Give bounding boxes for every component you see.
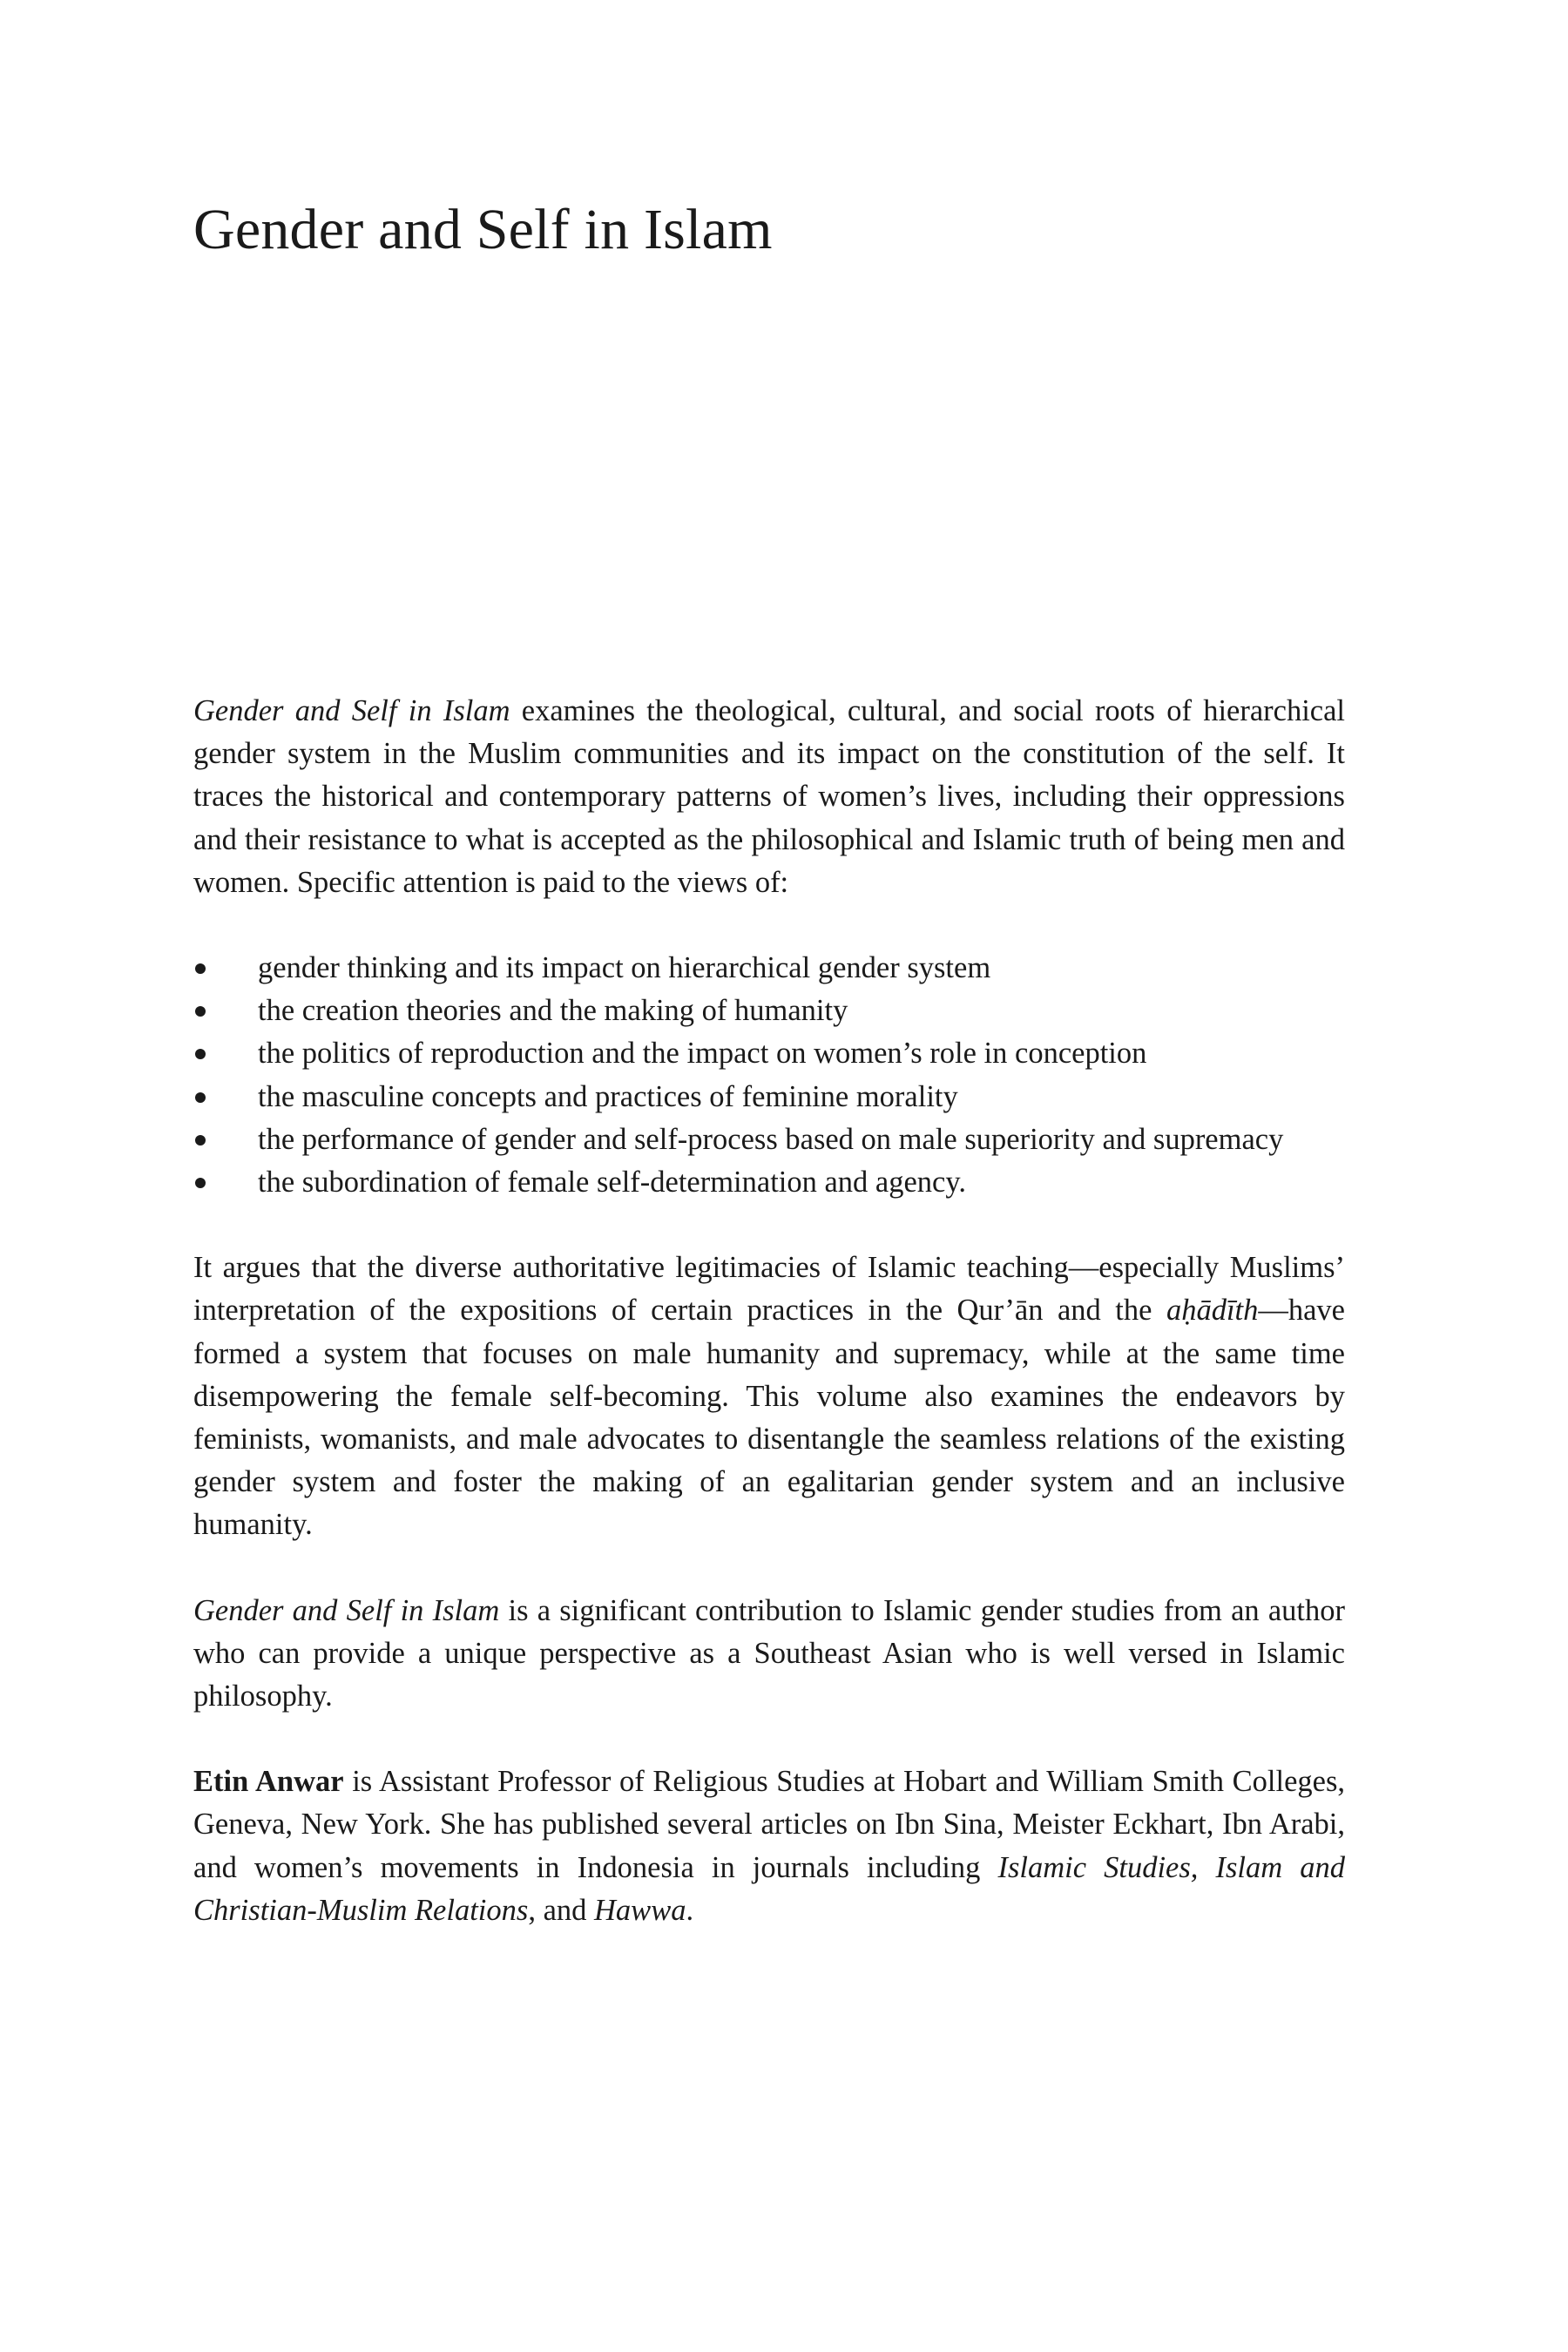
list-item: gender thinking and its impact on hierarchical gender system — [193, 947, 1345, 990]
intro-book-title: Gender and Self in Islam — [193, 694, 510, 727]
list-item: the performance of gender and self-process based on male superiority and supremacy — [193, 1119, 1345, 1161]
bullet-icon — [195, 1135, 206, 1146]
bullet-icon — [195, 1178, 206, 1188]
argument-paragraph: It argues that the diverse authoritative legitimacies of Islamic teaching—especially Muslims’ interpretation of the expositions of certain practices in the Qur’ān and the aḥādīth—have formed a system that focuses on male humanity and supremacy, while at the same time disempowering the female self-becoming. This volume also examines the endeavors by feminists, womanists, and male advocates to disentangle the seamless relations of the existing gender system and foster the making of an egalitarian gender system and an inclusive humanity. — [193, 1251, 1345, 1542]
page — [193, 0, 1345, 2352]
journal-titles: Islamic Studies, Islam and Christian-Muslim Relations — [193, 1850, 1345, 1927]
list-item: the creation theories and the making of humanity — [193, 990, 1345, 1032]
description-body — [193, 690, 1345, 1975]
contribution-paragraph: Gender and Self in Islam is a significant contribution to Islamic gender studies from an author who can provide a unique perspective as a Southeast Asian who is well versed in Islamic philosophy. — [193, 1593, 1345, 1713]
journal-hawwa: Hawwa — [594, 1893, 686, 1927]
views-list — [193, 947, 1345, 1204]
intro-text: examines the theological, cultural, and social roots of hierarchical gender system in the Muslim communities and its impact on the constitution of the self. It traces the historical and contemporary patterns of women’s lives, including their oppressions and their resistance to what is accepted as the philosophical and Islamic truth of being men and women. Specific attention is paid to the views of: — [193, 694, 1345, 899]
author-bio-paragraph: Etin Anwar is Assistant Professor of Religious Studies at Hobart and William Smith Colleges, Geneva, New York. She has published several articles on Ibn Sina, Meister Eckhart, Ibn Arabi, and women’s movements in Indonesia in journals including Islamic Studies, Islam and Christian-Muslim Relations, and Hawwa. — [193, 1765, 1345, 1927]
list-item: the subordination of female self-determination and agency. — [193, 1161, 1345, 1204]
bullet-icon — [195, 1092, 206, 1103]
intro-paragraph — [193, 690, 1345, 904]
page-title: Gender and Self in Islam — [193, 198, 773, 261]
author-name: Etin Anwar — [193, 1765, 344, 1799]
list-item: the masculine concepts and practices of feminine morality — [193, 1076, 1345, 1119]
contribution-book-title: Gender and Self in Islam — [193, 1593, 500, 1627]
ahadith-term: aḥādīth — [1166, 1294, 1259, 1328]
bullet-icon — [195, 963, 206, 974]
bullet-icon — [195, 1049, 206, 1059]
bullet-icon — [195, 1006, 206, 1017]
list-item: the politics of reproduction and the impact on women’s role in conception — [193, 1032, 1345, 1075]
